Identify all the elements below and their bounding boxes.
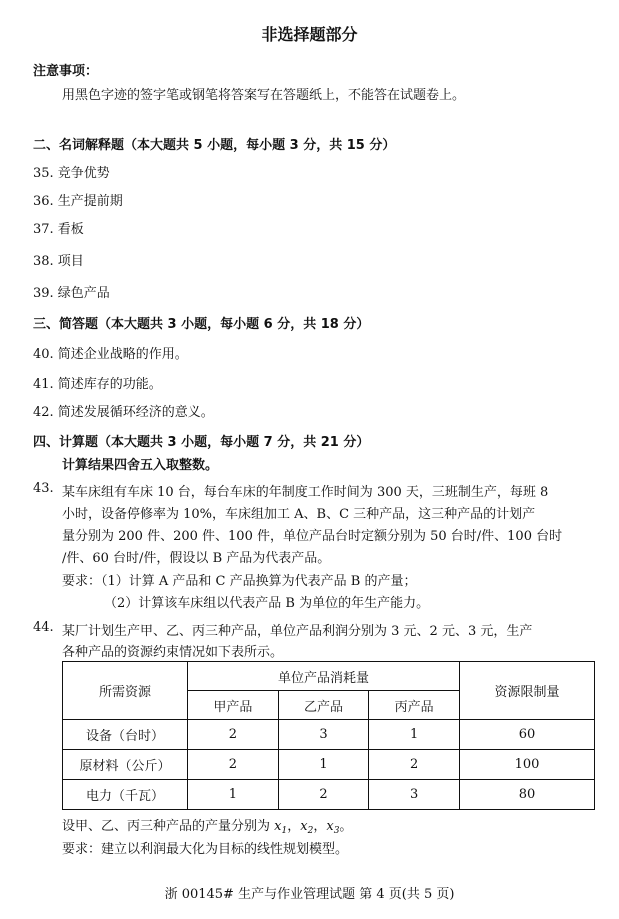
question-43-line: /件、60 台时/件，假设以 B 产品为代表产品。	[62, 551, 331, 566]
cell-value: 2	[369, 750, 460, 780]
page-title: 非选择题部分	[261, 25, 358, 44]
variable-symbol: x	[300, 819, 308, 834]
variables-suffix: 。	[339, 819, 353, 834]
question-40: 40. 简述企业战略的作用。	[33, 347, 188, 362]
table-row	[63, 780, 595, 810]
resource-table	[62, 661, 595, 810]
question-37: 37. 看板	[33, 222, 84, 237]
notice-text: 用黑色字迹的签字笔或钢笔将答案写在答题纸上，不能答在试题卷上。	[62, 88, 466, 103]
header-consumption: 单位产品消耗量	[188, 662, 460, 691]
question-43-line: 某车床组有车床 10 台，每台车床的年制度工作时间为 300 天，三班制生产，每班 8	[62, 485, 549, 500]
question-38: 38. 项目	[33, 254, 84, 269]
cell-value: 3	[369, 780, 460, 810]
variable-x2	[300, 819, 313, 834]
table-row	[63, 750, 595, 780]
question-43-line: 量分别为 200 件、200 件、100 件，单位产品台时定额分别为 50 台时/件、100 台时	[62, 529, 563, 544]
notice-heading: 注意事项：	[33, 64, 99, 79]
question-43-requirement-1: 要求：（1）计算 A 产品和 C 产品换算为代表产品 B 的产量；	[62, 574, 417, 589]
row-label: 原材料（公斤）	[63, 750, 188, 780]
variable-subscript: 3	[333, 826, 340, 836]
cell-value: 1	[188, 780, 279, 810]
header-product-bing: 丙产品	[369, 691, 460, 720]
question-41: 41. 简述库存的功能。	[33, 377, 162, 392]
question-36: 36. 生产提前期	[33, 194, 123, 209]
question-44-variables: 设甲、乙、丙三种产品的产量分别为 $x_1$，$x_2$，$x_3$。	[62, 819, 353, 836]
cell-value: 2	[188, 720, 279, 750]
question-44-number: 44.	[33, 620, 54, 635]
cell-value: 2	[188, 750, 279, 780]
cell-limit: 100	[460, 750, 595, 780]
variable-x3	[326, 819, 339, 834]
cell-value: 2	[278, 780, 369, 810]
page-footer: 浙 00145# 生产与作业管理试题 第 4 页(共 5 页)	[164, 887, 455, 902]
cell-value: 1	[369, 720, 460, 750]
variable-subscript: 1	[281, 826, 288, 836]
header-product-jia: 甲产品	[188, 691, 279, 720]
section3-heading: 三、简答题（本大题共 3 小题，每小题 6 分，共 18 分）	[33, 317, 370, 332]
question-44-line: 各种产品的资源约束情况如下表所示。	[62, 645, 284, 660]
question-39: 39. 绿色产品	[33, 286, 110, 301]
header-product-yi: 乙产品	[278, 691, 369, 720]
section4-note: 计算结果四舍五入取整数。	[62, 458, 219, 473]
question-44-requirement: 要求：建立以利润最大化为目标的线性规划模型。	[62, 842, 349, 857]
question-42: 42. 简述发展循环经济的意义。	[33, 405, 214, 420]
header-resource: 所需资源	[63, 662, 188, 720]
header-limit: 资源限制量	[460, 662, 595, 720]
section2-heading: 二、名词解释题（本大题共 5 小题，每小题 3 分，共 15 分）	[33, 138, 396, 153]
variable-symbol: x	[274, 819, 282, 834]
section4-heading: 四、计算题（本大题共 3 小题，每小题 7 分，共 21 分）	[33, 435, 370, 450]
cell-limit: 80	[460, 780, 595, 810]
question-43-line: 小时，设备停修率为 10%，车床组加工 A、B、C 三种产品，这三种产品的计划产	[62, 507, 536, 522]
variable-subscript: 2	[307, 826, 314, 836]
row-label: 电力（千瓦）	[63, 780, 188, 810]
variables-prefix: 设甲、乙、丙三种产品的产量分别为	[62, 819, 271, 834]
cell-limit: 60	[460, 720, 595, 750]
table-row	[63, 720, 595, 750]
variable-symbol: x	[326, 819, 334, 834]
cell-value: 3	[278, 720, 369, 750]
row-label: 设备（台时）	[63, 720, 188, 750]
question-35: 35. 竞争优势	[33, 166, 110, 181]
variable-x1	[274, 819, 287, 834]
question-44-line: 某厂计划生产甲、乙、丙三种产品，单位产品利润分别为 3 元、2 元、3 元，生产	[62, 624, 533, 639]
question-43-requirement-2: （2）计算该车床组以代表产品 B 为单位的年生产能力。	[104, 596, 430, 611]
cell-value: 1	[278, 750, 369, 780]
question-43-number: 43.	[33, 481, 54, 496]
